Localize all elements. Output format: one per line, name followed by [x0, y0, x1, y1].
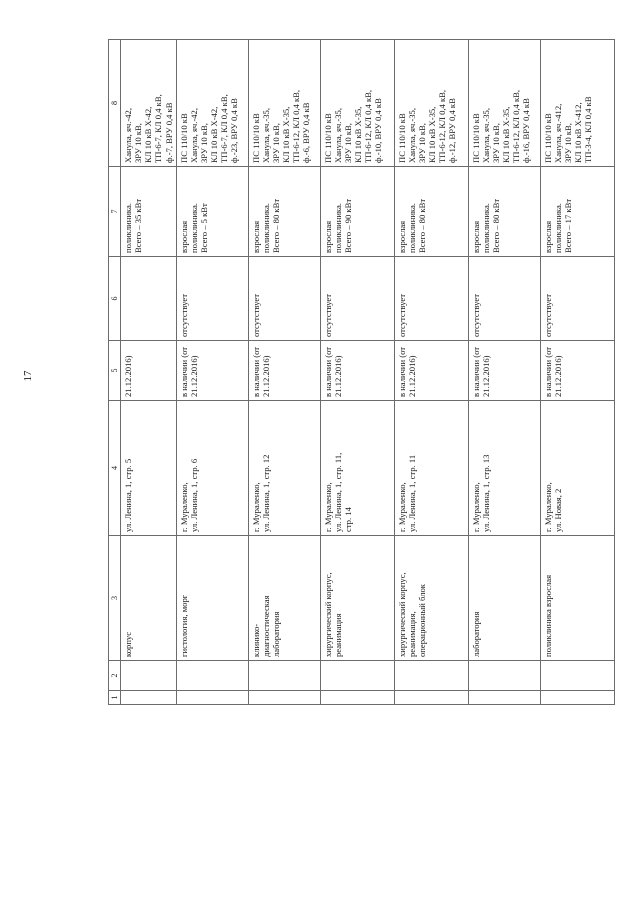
header-cell-3: 3 — [109, 536, 121, 661]
header-cell-8: 8 — [109, 40, 121, 167]
cell-c6: отсутствует — [248, 257, 320, 341]
table-row — [540, 40, 614, 705]
cell-c6 — [121, 257, 177, 341]
cell-c1 — [468, 691, 540, 705]
cell-c5: 21.12.2016) — [121, 341, 177, 401]
cell-c5: в наличии (от 21.12.2016) — [176, 341, 248, 401]
header-cell-7: 7 — [109, 167, 121, 257]
cell-c1 — [320, 691, 394, 705]
cell-c8: ПС 110/10 кВ Ханула, яч.-35, ЗРУ 10 кВ, КЛ 10 кВ Х-35, ТП-6-12, КЛ 0,4 кВ, ф.-6, ВРУ 0,4 кВ — [248, 40, 320, 167]
cell-c2 — [540, 661, 614, 691]
cell-c7: взрослая поликлиника. Всего – 80 кВт — [248, 167, 320, 257]
cell-c6: отсутствует — [540, 257, 614, 341]
cell-c5: в наличии (от 21.12.2016) — [468, 341, 540, 401]
table-row — [248, 40, 320, 705]
cell-c1 — [540, 691, 614, 705]
cell-c8: ПС 110/10 кВ Ханула, яч.-35, ЗРУ 10 кВ, КЛ 10 кВ Х-35, ТП-6-12, КЛ 0,4 кВ, ф.-10, ВРУ 0,4 кВ — [320, 40, 394, 167]
table-row — [121, 40, 177, 705]
cell-c2 — [468, 661, 540, 691]
cell-c4: ул. Ленина, 1, стр. 5 — [121, 401, 177, 536]
cell-c3: клинико- диагностическая лаборатория — [248, 536, 320, 661]
header-cell-6: 6 — [109, 257, 121, 341]
cell-c8: ПС 110/10 кВ Ханула, яч.-35, ЗРУ 10 кВ, КЛ 10 кВ Х-35, ТП-6-12, КЛ 0,4 кВ, ф.-16, ВРУ 0,4 кВ — [468, 40, 540, 167]
table-row — [468, 40, 540, 705]
cell-c7: взрослая поликлиника. Всего – 80 кВт — [394, 167, 468, 257]
page-number: 17 — [22, 370, 34, 382]
cell-c4: г. Мураленко, ул. Ленина, 1, стр. 13 — [468, 401, 540, 536]
cell-c3: поликлиника взрослая — [540, 536, 614, 661]
cell-c6: отсутствует — [320, 257, 394, 341]
header-row — [109, 40, 121, 705]
cell-c4: г. Мураленко, ул. Ленина, 1, стр. 12 — [248, 401, 320, 536]
cell-c6: отсутствует — [394, 257, 468, 341]
cell-c2 — [248, 661, 320, 691]
cell-c3: корпус — [121, 536, 177, 661]
cell-c3: хирургический корпус, реанимация — [320, 536, 394, 661]
cell-c6: отсутствует — [468, 257, 540, 341]
cell-c8: Ханула, яч.-42, ЗРУ 10 кВ, КЛ 10 кВ Х-42, ТП-6-7, КЛ 0,4 кВ, ф.-7, ВРУ 0,4 кВ — [121, 40, 177, 167]
rotated-table-wrapper — [108, 40, 598, 705]
cell-c3: гистология, морг — [176, 536, 248, 661]
cell-c8: ПС 110/10 кВ Ханула, яч.-35, ЗРУ 10 кВ, КЛ 10 кВ Х-35, ТП-6-12, КЛ 0,4 кВ, ф.-12, ВРУ 0,4 кВ — [394, 40, 468, 167]
table-row — [320, 40, 394, 705]
cell-c1 — [394, 691, 468, 705]
power-supply-table — [108, 39, 615, 705]
cell-c5: в наличии (от 21.12.2016) — [394, 341, 468, 401]
cell-c5: в наличии (от 21.12.2016) — [540, 341, 614, 401]
cell-c4: г. Мураленко, ул. Ленина, 1, стр. 11, стр. 14 — [320, 401, 394, 536]
cell-c8: ПС 110/10 кВ Ханула, яч.-412, ЗРУ 10 кВ, КЛ 10 кВ Х-412, ТП-3-4, КЛ 0,4 кВ — [540, 40, 614, 167]
cell-c4: г. Мураленко, ул. Ленина, 1, стр. 6 — [176, 401, 248, 536]
cell-c2 — [320, 661, 394, 691]
cell-c1 — [121, 691, 177, 705]
cell-c3: лаборатория — [468, 536, 540, 661]
header-cell-2: 2 — [109, 661, 121, 691]
cell-c7: взрослая поликлиника. Всего – 80 кВт — [468, 167, 540, 257]
cell-c4: г. Мураленко, ул. Ленина, 1, стр. 11 — [394, 401, 468, 536]
cell-c3: хирургический корпус, реанимация, операционный блок — [394, 536, 468, 661]
cell-c5: в наличии (от 21.12.2016) — [320, 341, 394, 401]
cell-c1 — [248, 691, 320, 705]
cell-c7: поликлиника. Всего – 35 кВт — [121, 167, 177, 257]
cell-c6: отсутствует — [176, 257, 248, 341]
cell-c7: взрослая поликлиника. Всего – 90 кВт — [320, 167, 394, 257]
table-row — [394, 40, 468, 705]
cell-c1 — [176, 691, 248, 705]
cell-c7: взрослая поликлиника. Всего – 5 кВт — [176, 167, 248, 257]
cell-c8: ПС 110/10 кВ Ханула, яч.-42, ЗРУ 10 кВ, КЛ 10 кВ Х-42, ТП-6-7, КЛ 0,4 кВ, ф.-23, ВРУ 0,4 кВ — [176, 40, 248, 167]
header-cell-1: 1 — [109, 691, 121, 705]
header-cell-4: 4 — [109, 401, 121, 536]
table-row — [176, 40, 248, 705]
cell-c4: г. Мураленко, ул. Новая, 2 — [540, 401, 614, 536]
cell-c2 — [121, 661, 177, 691]
cell-c5: в наличии (от 21.12.2016) — [248, 341, 320, 401]
cell-c2 — [176, 661, 248, 691]
header-cell-5: 5 — [109, 341, 121, 401]
cell-c2 — [394, 661, 468, 691]
cell-c7: взрослая поликлиника. Всего – 17 кВт — [540, 167, 614, 257]
